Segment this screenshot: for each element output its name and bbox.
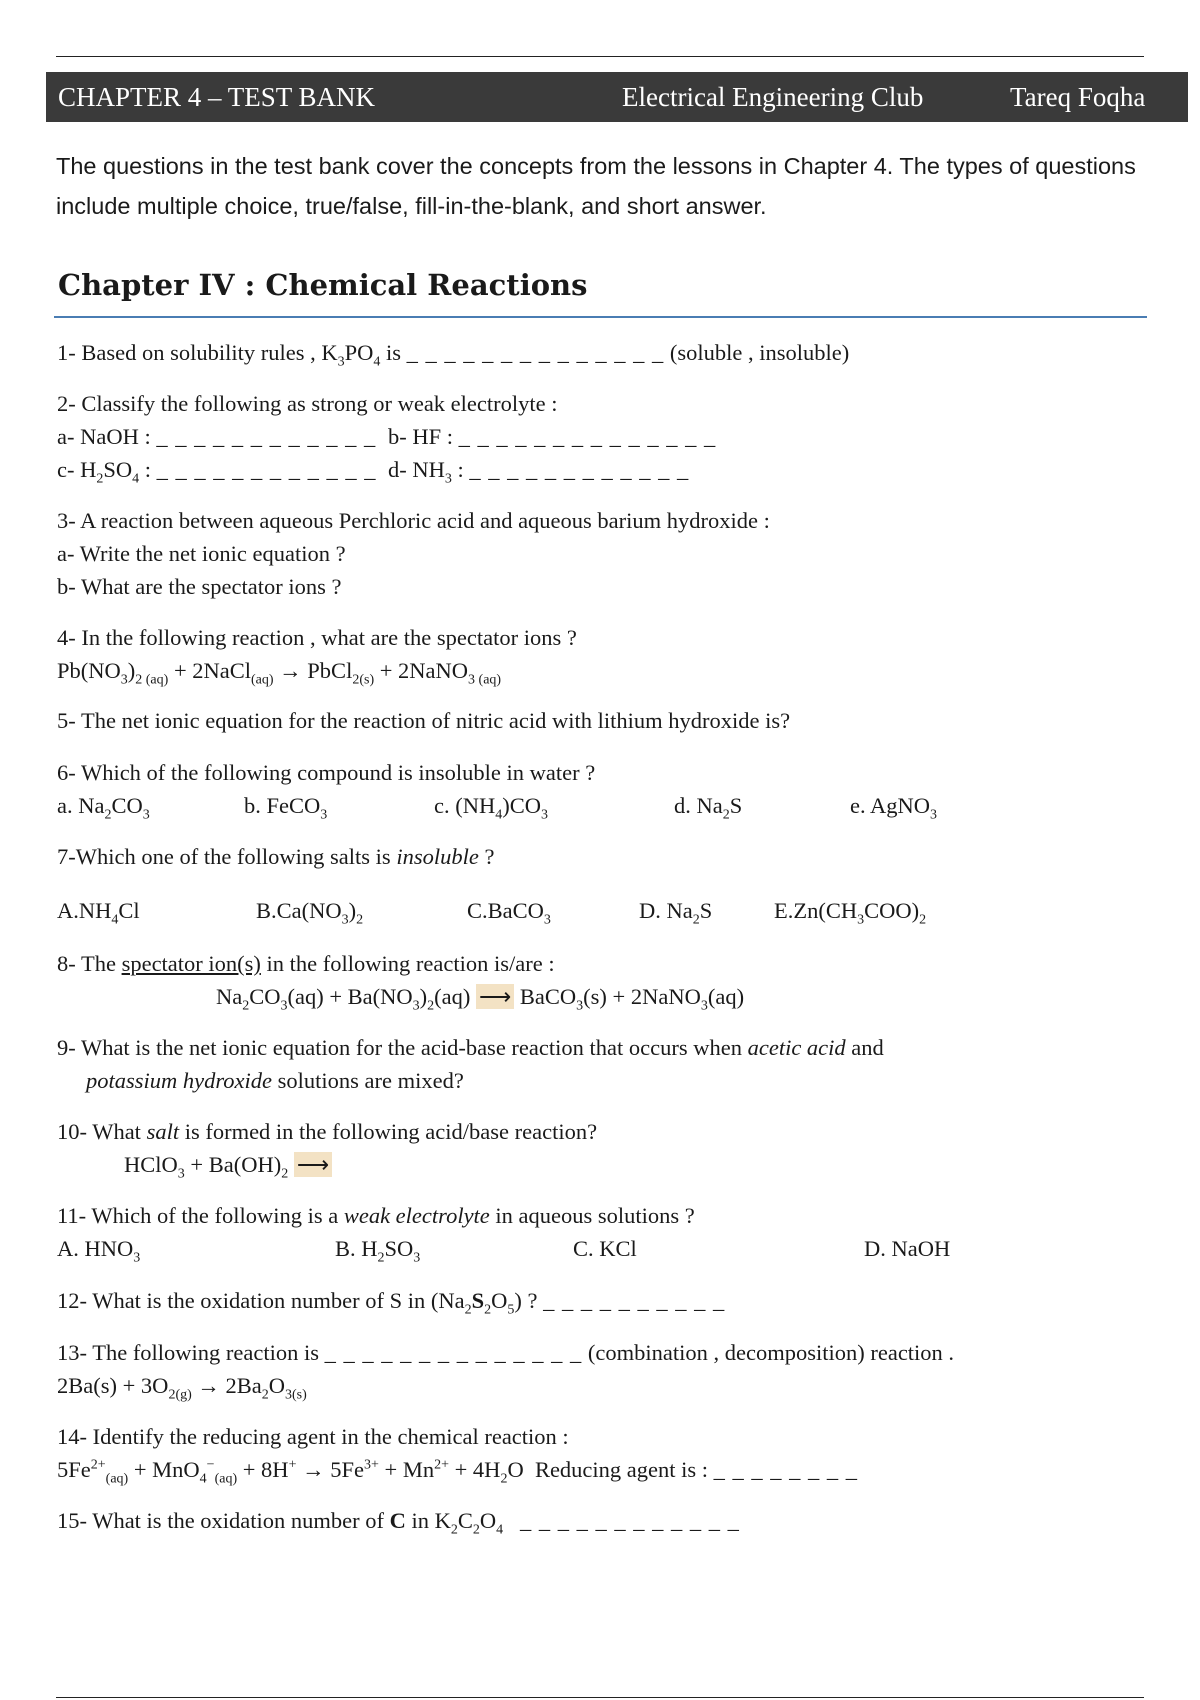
header-author-label: Tareq Foqha: [1010, 82, 1146, 112]
question-6: 6- Which of the following compound is insoluble in water ?: [57, 760, 596, 785]
question-2-option-a: a- NaOH : _ _ _ _ _ _ _ _ _ _ _ _: [57, 424, 377, 449]
question-4-equation: $Pb(NO_3)_{2 (aq)}$ + 2NaCl$_{(aq)}$ → PbCl$_{2(s)}$ + 2NaNO$_{3 (aq)}$: [57, 658, 502, 688]
question-3-part-a: a- Write the net ionic equation ?: [57, 541, 346, 566]
reaction-arrow-icon: ⟶: [476, 984, 514, 1009]
question-2: 2- Classify the following as strong or weak electrolyte :: [57, 391, 558, 416]
question-2-option-d: d- $NH_3$ : _ _ _ _ _ _ _ _ _ _ _ _: [388, 457, 690, 487]
question-11: 11- Which of the following is a weak electrolyte in aqueous solutions ?: [57, 1203, 695, 1228]
answer-blank[interactable]: _ _ _ _ _ _ _ _ _ _: [543, 1288, 726, 1313]
question-6-option-e: e. AgNO$_3$: [850, 793, 937, 823]
chapter-title: Chapter IV : Chemical Reactions: [58, 268, 588, 302]
header-chapter-label: CHAPTER 4 – TEST BANK: [58, 82, 376, 112]
question-11-option-a: A. $HNO_3$: [57, 1236, 141, 1266]
intro-paragraph: The questions in the test bank cover the concepts from the lessons in Chapter 4. The types of questions include multiple choice, true/false, fill-in-the-blank, and short answer.: [56, 153, 1136, 219]
question-7-option-a: $A.NH_4Cl$: [57, 898, 140, 928]
question-10-equation: HClO$_3$ + $Ba(OH)_2$ ⟶: [124, 1152, 332, 1183]
question-9: 9- What is the net ionic equation for the acid-base reaction that occurs when acetic acid and: [57, 1035, 884, 1060]
question-1: 1- Based on solubility rules , $K_3PO_4$ is _ _ _ _ _ _ _ _ _ _ _ _ _ _ (soluble , insoluble): [57, 340, 850, 370]
question-14-equation: $5Fe^{2+}_{(aq)} + MnO_4^-_{(aq)} + 8H^+ \to 5Fe^{3+} + Mn^{2+} + 4H_2O$ Reducing agent is : _ _ _ _ _ _ _ _: [57, 1457, 859, 1487]
answer-blank[interactable]: _ _ _ _ _ _ _ _: [713, 1457, 859, 1482]
question-7-option-d: D. $Na_2S$: [639, 898, 713, 928]
answer-blank[interactable]: _ _ _ _ _ _ _ _ _ _ _ _ _ _: [406, 340, 665, 365]
question-6-option-b: b. FeCO$_3$: [244, 793, 328, 823]
question-14: 14- Identify the reducing agent in the chemical reaction :: [57, 1424, 569, 1449]
answer-blank[interactable]: _ _ _ _ _ _ _ _ _ _ _ _ _ _: [324, 1340, 583, 1365]
question-7-option-e: $E.Zn(CH_3COO)_2$: [774, 898, 927, 928]
question-7-option-b: $B.Ca(NO_3)_2$: [256, 898, 364, 928]
question-9-line-2: potassium hydroxide solutions are mixed?: [86, 1068, 464, 1093]
question-15: 15- What is the oxidation number of C in $K_2C_2O_4$ _ _ _ _ _ _ _ _ _ _ _ _: [57, 1508, 740, 1538]
question-2-option-b: b- HF : _ _ _ _ _ _ _ _ _ _ _ _ _ _: [388, 424, 717, 449]
answer-blank[interactable]: _ _ _ _ _ _ _ _ _ _ _ _: [156, 424, 377, 449]
top-rule: [56, 56, 1144, 57]
question-5: 5- The net ionic equation for the reaction of nitric acid with lithium hydroxide is?: [57, 708, 791, 733]
question-6-option-a: a. $Na_2CO_3$: [57, 793, 150, 823]
answer-blank[interactable]: _ _ _ _ _ _ _ _ _ _ _ _: [469, 457, 690, 482]
question-11-option-d: D. NaOH: [864, 1236, 951, 1261]
question-3-part-b: b- What are the spectator ions ?: [57, 574, 342, 599]
question-2-option-c: c- $H_2SO_4$ : _ _ _ _ _ _ _ _ _ _ _ _: [57, 457, 377, 487]
question-7-option-c: C.BaCO$_3$: [467, 898, 551, 928]
answer-blank[interactable]: _ _ _ _ _ _ _ _ _ _ _ _: [520, 1508, 740, 1533]
answer-blank[interactable]: _ _ _ _ _ _ _ _ _ _ _ _ _ _: [458, 424, 717, 449]
header-bar: [46, 72, 1188, 122]
question-13-equation: $2Ba(s) + 3O_{2(g)} \to 2Ba_2O_{3(s)}$: [57, 1373, 307, 1403]
question-12: 12- What is the oxidation number of S in $(Na_2S_2O_5)$ ? _ _ _ _ _ _ _ _ _ _: [57, 1288, 726, 1318]
reaction-arrow-icon: ⟶: [294, 1152, 332, 1177]
question-3: 3- A reaction between aqueous Perchloric acid and aqueous barium hydroxide :: [57, 508, 770, 533]
question-6-option-c: c. $(NH_4)CO_3$: [434, 793, 548, 823]
question-7: 7-Which one of the following salts is insoluble ?: [57, 844, 495, 869]
chapter-rule: [54, 316, 1147, 318]
question-8: 8- The spectator ion(s) in the following reaction is/are :: [57, 951, 555, 976]
question-4: 4- In the following reaction , what are the spectator ions ?: [57, 625, 577, 650]
question-8-equation: $Na_2CO_3(aq) + Ba(NO_3)_2(aq)$ ⟶ BaCO$_3$(s) + 2NaNO$_3$(aq): [216, 984, 745, 1014]
question-10: 10- What salt is formed in the following acid/base reaction?: [57, 1119, 598, 1144]
question-6-option-d: d. $Na_2S$: [674, 793, 743, 823]
question-13: 13- The following reaction is _ _ _ _ _ _ _ _ _ _ _ _ _ _ (combination , decomposition) reaction .: [57, 1340, 955, 1365]
answer-blank[interactable]: _ _ _ _ _ _ _ _ _ _ _ _: [156, 457, 377, 482]
bottom-rule: [56, 1697, 1144, 1698]
question-11-option-b: B. $H_2SO_3$: [335, 1236, 421, 1266]
question-11-option-c: C. KCl: [573, 1236, 637, 1261]
header-club-label: Electrical Engineering Club: [622, 82, 924, 112]
